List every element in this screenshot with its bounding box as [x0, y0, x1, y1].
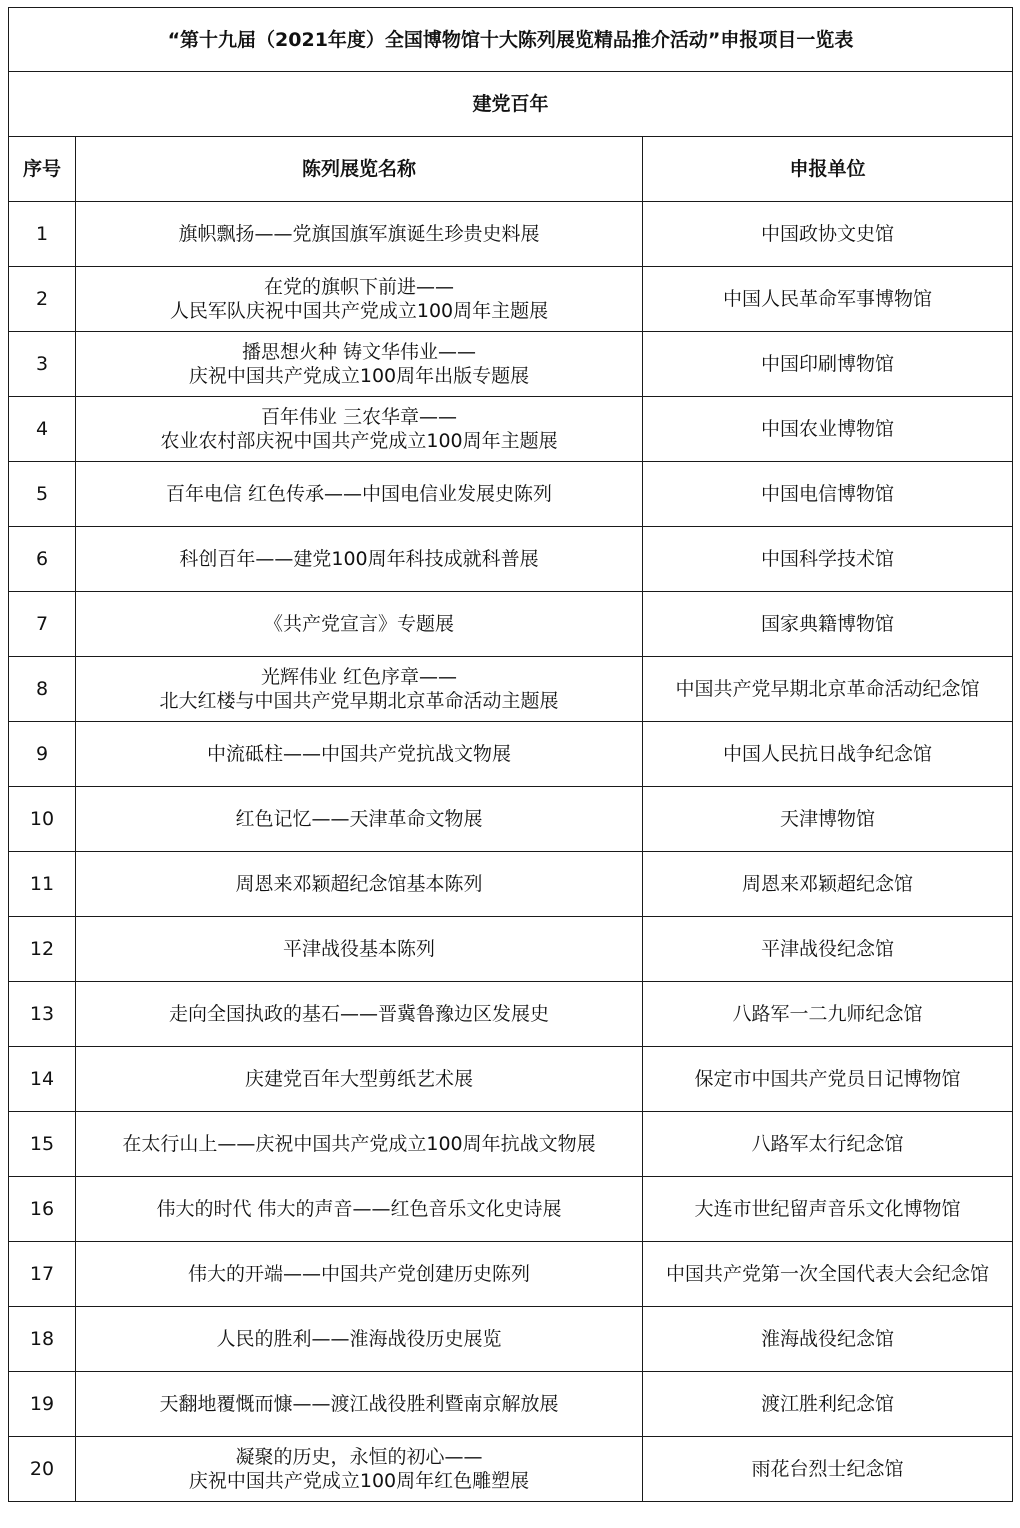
exhibition-name-line: 庆建党百年大型剪纸艺术展	[244, 1068, 473, 1090]
applicant-org: 雨花台烈士纪念馆	[643, 1437, 1013, 1502]
row-index: 18	[9, 1307, 76, 1372]
exhibition-name-line: 庆祝中国共产党成立100周年红色雕塑展	[188, 1470, 530, 1492]
table-row	[9, 397, 1013, 462]
row-index: 19	[9, 1372, 76, 1437]
exhibition-name-line: 北大红楼与中国共产党早期北京革命活动主题展	[159, 690, 559, 712]
exhibition-name-line: 科创百年——建党100周年科技成就科普展	[179, 548, 539, 570]
applicant-org: 大连市世纪留声音乐文化博物馆	[643, 1177, 1013, 1242]
exhibition-name	[76, 1112, 643, 1177]
row-index: 20	[9, 1437, 76, 1502]
exhibition-name-line: 在党的旗帜下前进——	[263, 276, 454, 298]
exhibition-name	[76, 1437, 643, 1502]
row-index: 8	[9, 657, 76, 722]
exhibition-name-line: 周恩来邓颖超纪念馆基本陈列	[235, 873, 483, 895]
section-title: 建党百年	[9, 72, 1013, 137]
row-index: 5	[9, 462, 76, 527]
title-row	[9, 8, 1013, 72]
exhibition-name-line: 在太行山上——庆祝中国共产党成立100周年抗战文物展	[122, 1133, 596, 1155]
applicant-org: 周恩来邓颖超纪念馆	[643, 852, 1013, 917]
exhibition-name-line: 农业农村部庆祝中国共产党成立100周年主题展	[160, 430, 558, 452]
applicant-org: 平津战役纪念馆	[643, 917, 1013, 982]
row-index: 6	[9, 527, 76, 592]
exhibition-name	[76, 852, 643, 917]
exhibition-name-line: 百年伟业 三农华章——	[260, 406, 458, 428]
exhibition-name	[76, 267, 643, 332]
table-row	[9, 462, 1013, 527]
exhibition-name-line: 人民的胜利——淮海战役历史展览	[216, 1328, 502, 1350]
exhibition-name	[76, 1177, 643, 1242]
table-title: “第十九届（2021年度）全国博物馆十大陈列展览精品推介活动”申报项目一览表	[9, 8, 1013, 72]
exhibition-name-line: 平津战役基本陈列	[282, 938, 435, 960]
exhibition-name-line: 播思想火种 铸文华伟业——	[241, 341, 477, 363]
exhibition-name	[76, 462, 643, 527]
exhibition-name-line: 人民军队庆祝中国共产党成立100周年主题展	[169, 300, 549, 322]
exhibition-name-line: 红色记忆——天津革命文物展	[235, 808, 483, 830]
header-org: 申报单位	[643, 137, 1013, 202]
exhibition-name-line: 旗帜飘扬——党旗国旗军旗诞生珍贵史料展	[178, 223, 540, 245]
applicant-org: 八路军太行纪念馆	[643, 1112, 1013, 1177]
table-row	[9, 1437, 1013, 1502]
table-row	[9, 592, 1013, 657]
row-index: 14	[9, 1047, 76, 1112]
table-row	[9, 1242, 1013, 1307]
header-name: 陈列展览名称	[76, 137, 643, 202]
applicant-org: 中国共产党早期北京革命活动纪念馆	[643, 657, 1013, 722]
exhibition-name-line: 伟大的时代 伟大的声音——红色音乐文化史诗展	[156, 1198, 562, 1220]
exhibition-name-line: 凝聚的历史，永恒的初心——	[235, 1446, 483, 1468]
row-index: 9	[9, 722, 76, 787]
table-row	[9, 1112, 1013, 1177]
applicant-org: 渡江胜利纪念馆	[643, 1372, 1013, 1437]
table-row	[9, 1047, 1013, 1112]
table-row	[9, 527, 1013, 592]
row-index: 2	[9, 267, 76, 332]
exhibition-name	[76, 917, 643, 982]
exhibition-name-line: 中流砥柱——中国共产党抗战文物展	[206, 743, 511, 765]
table-row	[9, 267, 1013, 332]
row-index: 3	[9, 332, 76, 397]
applicant-org: 中国农业博物馆	[643, 397, 1013, 462]
table-row	[9, 1372, 1013, 1437]
exhibition-name-line: 伟大的开端——中国共产党创建历史陈列	[187, 1263, 530, 1285]
header-index: 序号	[9, 137, 76, 202]
applicant-org: 中国电信博物馆	[643, 462, 1013, 527]
exhibition-name-line: 百年电信 红色传承——中国电信业发展史陈列	[165, 483, 553, 505]
applicant-org: 中国人民抗日战争纪念馆	[643, 722, 1013, 787]
table-row	[9, 657, 1013, 722]
table-row	[9, 917, 1013, 982]
exhibition-name	[76, 1242, 643, 1307]
row-index: 13	[9, 982, 76, 1047]
table-row	[9, 202, 1013, 267]
exhibition-name	[76, 1372, 643, 1437]
exhibition-name	[76, 982, 643, 1047]
applicant-org: 国家典籍博物馆	[643, 592, 1013, 657]
exhibition-name	[76, 202, 643, 267]
table-row	[9, 722, 1013, 787]
applicant-org: 八路军一二九师纪念馆	[643, 982, 1013, 1047]
row-index: 1	[9, 202, 76, 267]
document-page	[8, 7, 1012, 1502]
exhibition-name	[76, 332, 643, 397]
exhibition-name-line: 走向全国执政的基石——晋冀鲁豫边区发展史	[168, 1003, 549, 1025]
exhibition-name-line: 《共产党宣言》专题展	[263, 613, 454, 635]
applicant-org: 保定市中国共产党员日记博物馆	[643, 1047, 1013, 1112]
section-row	[9, 72, 1013, 137]
exhibition-name	[76, 657, 643, 722]
exhibition-name-line: 庆祝中国共产党成立100周年出版专题展	[188, 365, 530, 387]
applicant-org: 中国政协文史馆	[643, 202, 1013, 267]
row-index: 10	[9, 787, 76, 852]
table-row	[9, 982, 1013, 1047]
exhibition-name	[76, 397, 643, 462]
exhibition-name	[76, 787, 643, 852]
exhibition-name-line: 天翻地覆慨而慷——渡江战役胜利暨南京解放展	[159, 1393, 559, 1415]
row-index: 7	[9, 592, 76, 657]
applicant-org: 中国人民革命军事博物馆	[643, 267, 1013, 332]
table-row	[9, 787, 1013, 852]
exhibition-name	[76, 1047, 643, 1112]
row-index: 16	[9, 1177, 76, 1242]
exhibition-name	[76, 1307, 643, 1372]
exhibition-table	[8, 7, 1013, 1502]
row-index: 4	[9, 397, 76, 462]
exhibition-name	[76, 592, 643, 657]
table-row	[9, 852, 1013, 917]
applicant-org: 淮海战役纪念馆	[643, 1307, 1013, 1372]
table-row	[9, 1307, 1013, 1372]
exhibition-name	[76, 527, 643, 592]
exhibition-name	[76, 722, 643, 787]
applicant-org: 天津博物馆	[643, 787, 1013, 852]
table-row	[9, 1177, 1013, 1242]
row-index: 11	[9, 852, 76, 917]
row-index: 17	[9, 1242, 76, 1307]
table-row	[9, 332, 1013, 397]
header-row	[9, 137, 1013, 202]
applicant-org: 中国科学技术馆	[643, 527, 1013, 592]
applicant-org: 中国印刷博物馆	[643, 332, 1013, 397]
row-index: 15	[9, 1112, 76, 1177]
exhibition-name-line: 光辉伟业 红色序章——	[260, 666, 458, 688]
row-index: 12	[9, 917, 76, 982]
applicant-org: 中国共产党第一次全国代表大会纪念馆	[643, 1242, 1013, 1307]
